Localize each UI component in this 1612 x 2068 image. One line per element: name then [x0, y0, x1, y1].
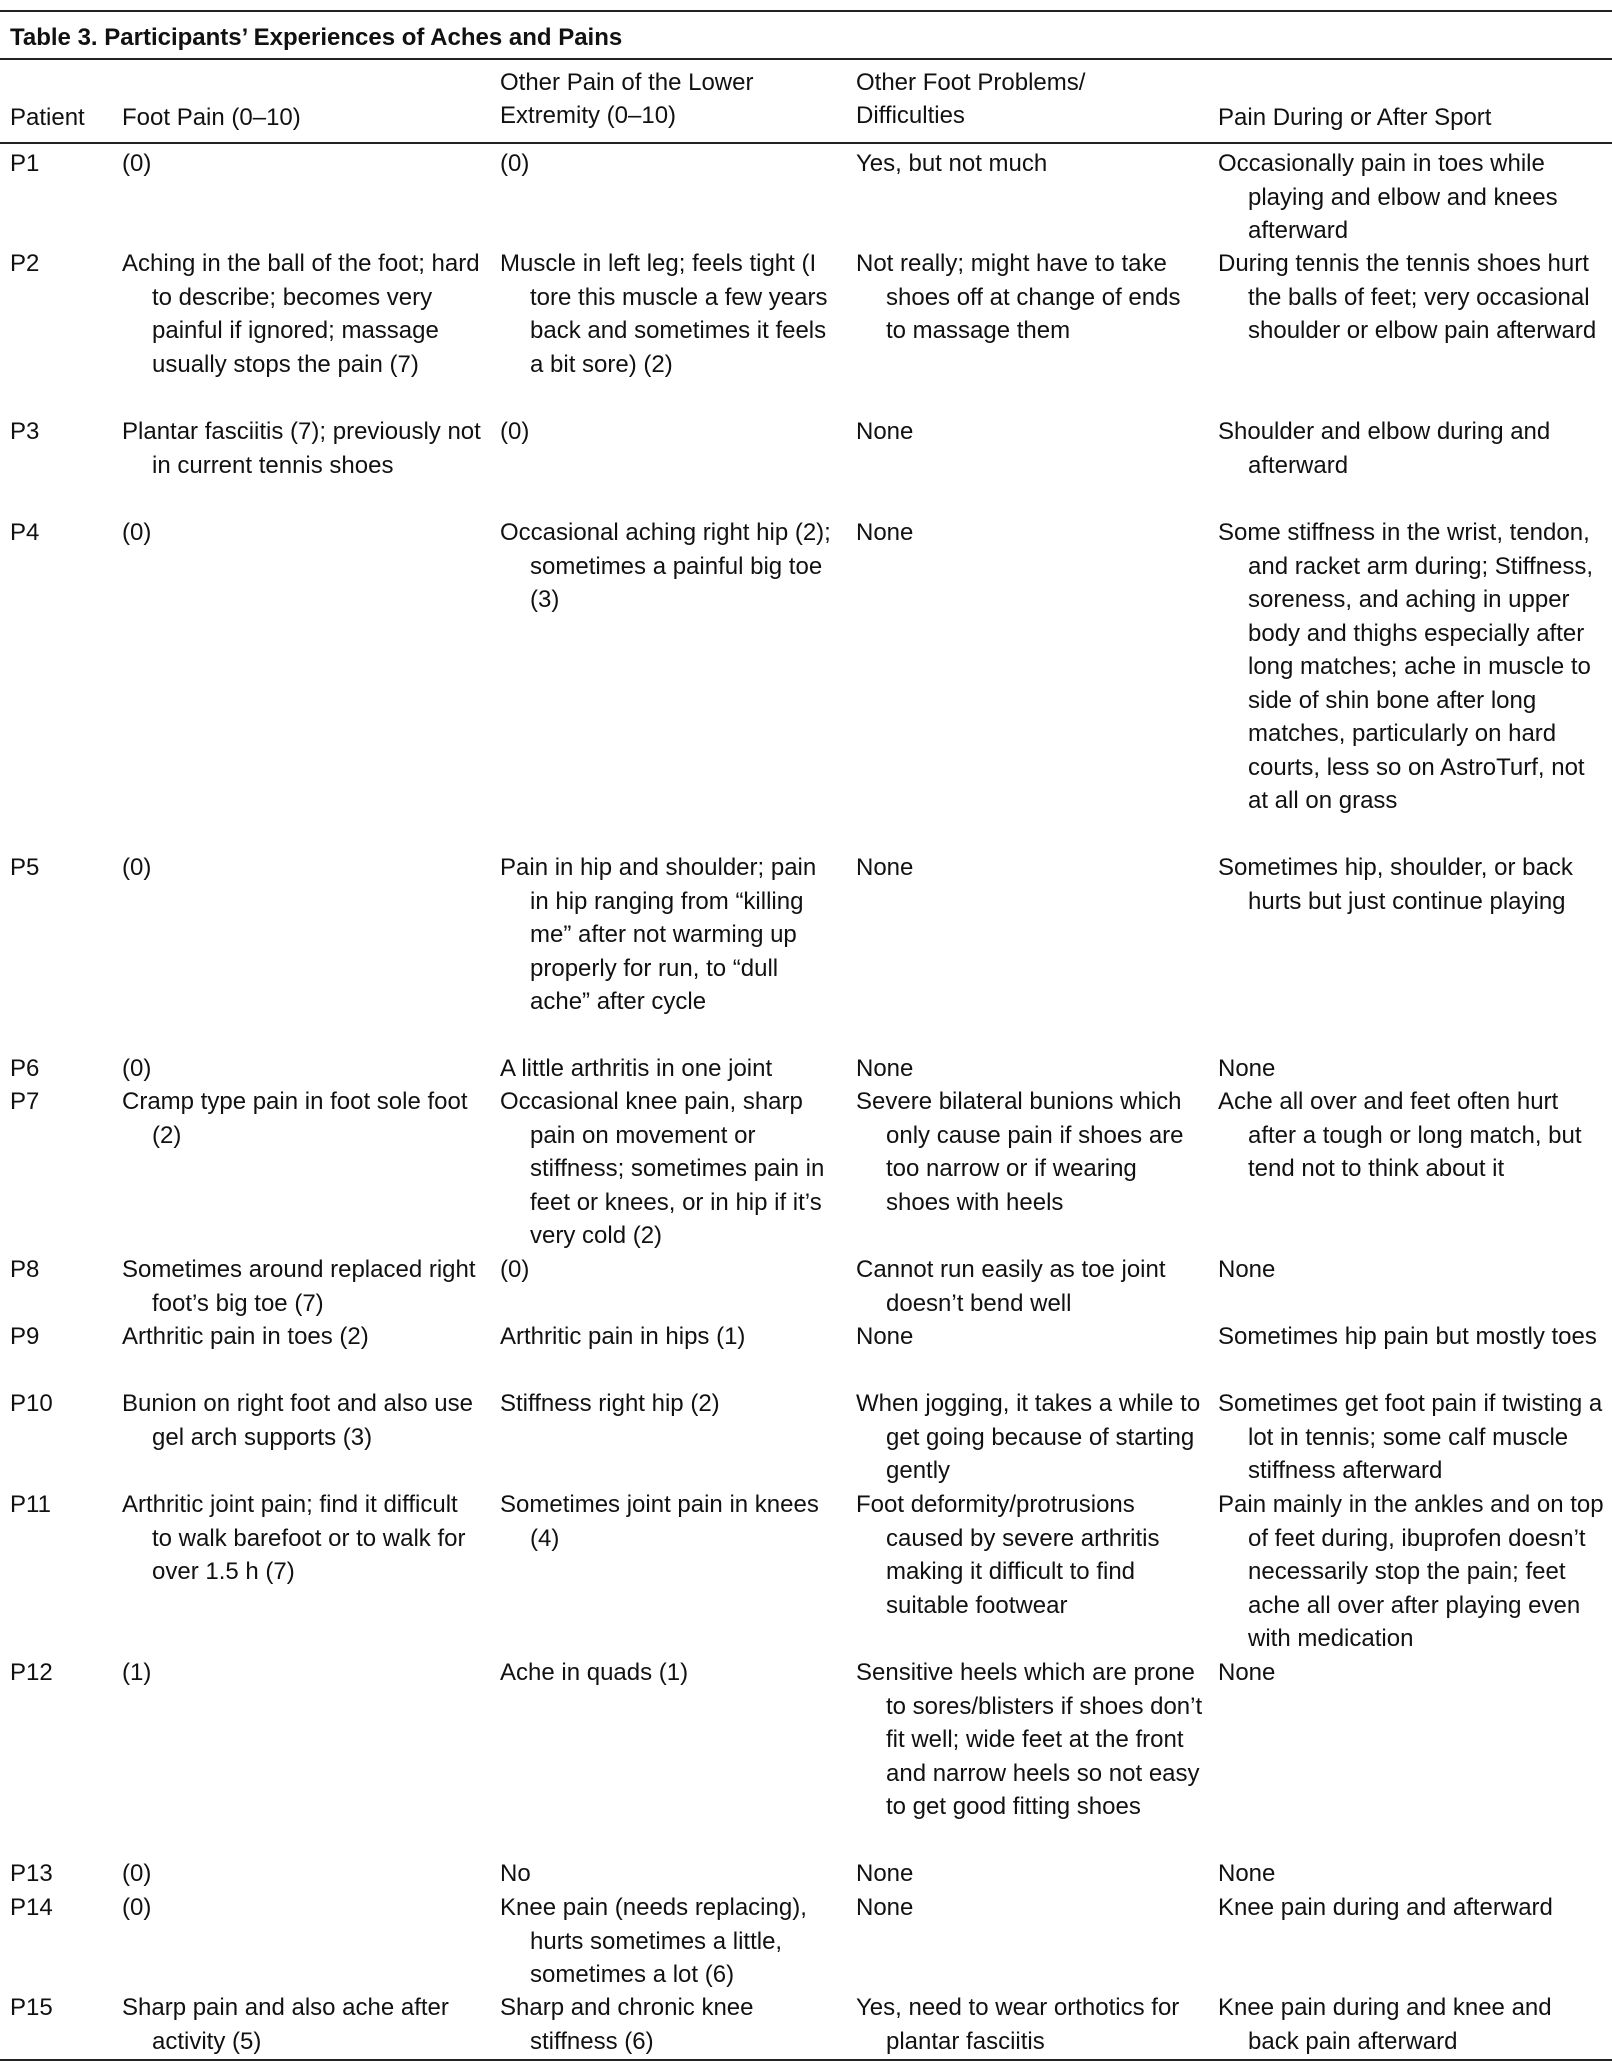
cell-sport-pain: Sometimes hip, shoulder, or back hurts but just continue playing [1218, 854, 1573, 915]
cell-foot-problems: When jogging, it takes a while to get going because of starting gently [856, 1390, 1201, 1484]
header-foot-problems: Other Foot Problems/ Difficulties [856, 69, 1086, 129]
cell-foot-problems: Yes, but not much [856, 150, 1048, 177]
header-row [0, 66, 1612, 136]
cell-sport-pain: Sometimes get foot pain if twisting a lot in tennis; some calf muscle stiffness afterward [1218, 1390, 1603, 1484]
cell-foot-problems: Cannot run easily as toe joint doesn’t bend well [856, 1256, 1166, 1317]
cell-foot-problems: None [856, 1894, 914, 1921]
cell-foot-problems: None [856, 854, 914, 881]
cell-foot-pain: (1) [122, 1659, 152, 1686]
cell-sport-pain: During tennis the tennis shoes hurt the balls of feet; very occasional shoulder or elbow pain afterward [1218, 250, 1597, 344]
top-rule [0, 10, 1612, 12]
cell-foot-problems: Yes, need to wear orthotics for plantar fasciitis [856, 1994, 1180, 2055]
cell-other-pain: Ache in quads (1) [500, 1659, 689, 1686]
cell-foot-problems: None [856, 519, 914, 546]
cell-foot-pain: Arthritic joint pain; find it difficult to walk barefoot or to walk for over 1.5 h (7) [122, 1491, 466, 1585]
cell-patient: P12 [10, 1659, 53, 1686]
cell-other-pain: Muscle in left leg; feels tight (I tore this muscle a few years back and sometimes it feels a bit sore) (2) [500, 250, 828, 378]
header-other-pain: Other Pain of the Lower Extremity (0–10) [500, 69, 754, 129]
cell-other-pain: Knee pain (needs replacing), hurts sometimes a little, sometimes a lot (6) [500, 1894, 807, 1988]
cell-patient: P13 [10, 1860, 53, 1887]
cell-sport-pain: Sometimes hip pain but mostly toes [1218, 1323, 1597, 1350]
cell-foot-pain: Cramp type pain in foot sole foot (2) [122, 1088, 468, 1149]
cell-patient: P4 [10, 519, 40, 546]
cell-other-pain: Pain in hip and shoulder; pain in hip ranging from “killing me” after not warming up properly for run, to “dull ache” after cycle [500, 854, 817, 1015]
cell-sport-pain: Knee pain during and afterward [1218, 1894, 1553, 1921]
cell-foot-problems: None [856, 1860, 914, 1887]
cell-foot-problems: Not really; might have to take shoes off at change of ends to massage them [856, 250, 1181, 344]
header-patient: Patient [10, 104, 85, 131]
cell-other-pain: Occasional aching right hip (2); sometimes a painful big toe (3) [500, 519, 831, 613]
header-sport-pain: Pain During or After Sport [1218, 104, 1492, 131]
cell-other-pain: No [500, 1860, 531, 1887]
cell-foot-problems: Sensitive heels which are prone to sores/blisters if shoes don’t fit well; wide feet at the front and narrow heels so not easy to get good fitting shoes [856, 1659, 1203, 1820]
cell-patient: P9 [10, 1323, 40, 1350]
cell-patient: P10 [10, 1390, 53, 1417]
cell-patient: P3 [10, 418, 40, 445]
cell-patient: P2 [10, 250, 40, 277]
cell-other-pain: Occasional knee pain, sharp pain on movement or stiffness; sometimes pain in feet or knees, or in hip if it’s very cold (2) [500, 1088, 825, 1249]
cell-sport-pain: Shoulder and elbow during and afterward [1218, 418, 1551, 479]
cell-foot-pain: Aching in the ball of the foot; hard to describe; becomes very painful if ignored; massage usually stops the pain (7) [122, 250, 480, 378]
cell-other-pain: Sometimes joint pain in knees (4) [500, 1491, 819, 1552]
cell-sport-pain: Pain mainly in the ankles and on top of feet during, ibuprofen doesn’t necessarily stop the pain; feet ache all over after playing even with medication [1218, 1491, 1604, 1652]
cell-patient: P15 [10, 1994, 53, 2021]
cell-other-pain: Sharp and chronic knee stiffness (6) [500, 1994, 754, 2055]
cell-patient: P11 [10, 1491, 51, 1518]
cell-foot-pain: (0) [122, 519, 152, 546]
cell-foot-problems: None [856, 1055, 914, 1082]
cell-foot-pain: (0) [122, 1055, 152, 1082]
cell-other-pain: (0) [500, 1256, 530, 1283]
cell-patient: P8 [10, 1256, 40, 1283]
cell-sport-pain: None [1218, 1055, 1276, 1082]
table-title: Table 3. Participants’ Experiences of Aches and Pains [10, 24, 623, 51]
cell-foot-problems: Severe bilateral bunions which only cause pain if shoes are too narrow or if wearing shoes with heels [856, 1088, 1184, 1216]
cell-foot-pain: Plantar fasciitis (7); previously not in current tennis shoes [122, 418, 481, 479]
cell-foot-pain: (0) [122, 150, 152, 177]
cell-foot-pain: Arthritic pain in toes (2) [122, 1323, 369, 1350]
cell-other-pain: (0) [500, 150, 530, 177]
cell-sport-pain: None [1218, 1659, 1276, 1686]
cell-foot-pain: Sharp pain and also ache after activity (5) [122, 1994, 449, 2055]
cell-patient: P5 [10, 854, 40, 881]
cell-foot-pain: (0) [122, 854, 152, 881]
cell-other-pain: (0) [500, 418, 530, 445]
cell-patient: P14 [10, 1894, 53, 1921]
cell-sport-pain: Knee pain during and knee and back pain afterward [1218, 1994, 1552, 2055]
cell-patient: P7 [10, 1088, 40, 1115]
cell-foot-problems: None [856, 418, 914, 445]
cell-sport-pain: None [1218, 1256, 1276, 1283]
cell-foot-problems: Foot deformity/protrusions caused by severe arthritis making it difficult to find suitable footwear [856, 1491, 1160, 1619]
cell-sport-pain: Some stiffness in the wrist, tendon, and racket arm during; Stiffness, soreness, and aching in upper body and thighs especially after long matches; ache in muscle to side of shin bone after long matches, particularly on hard courts, less so on AstroTurf, not at all on grass [1218, 519, 1594, 814]
cell-sport-pain: Occasionally pain in toes while playing and elbow and knees afterward [1218, 150, 1558, 244]
cell-foot-pain: (0) [122, 1894, 152, 1921]
cell-other-pain: A little arthritis in one joint [500, 1055, 773, 1082]
cell-foot-pain: Bunion on right foot and also use gel arch supports (3) [122, 1390, 473, 1451]
bottom-rule [0, 2059, 1612, 2061]
title-rule [0, 58, 1612, 60]
header-rule [0, 142, 1612, 144]
cell-patient: P1 [10, 150, 40, 177]
cell-sport-pain: None [1218, 1860, 1276, 1887]
cell-foot-problems: None [856, 1323, 914, 1350]
header-foot-pain: Foot Pain (0–10) [122, 104, 301, 131]
cell-foot-pain: (0) [122, 1860, 152, 1887]
cell-foot-pain: Sometimes around replaced right foot’s big toe (7) [122, 1256, 476, 1317]
cell-other-pain: Arthritic pain in hips (1) [500, 1323, 746, 1350]
cell-sport-pain: Ache all over and feet often hurt after a tough or long match, but tend not to think about it [1218, 1088, 1582, 1182]
cell-other-pain: Stiffness right hip (2) [500, 1390, 720, 1417]
cell-patient: P6 [10, 1055, 40, 1082]
